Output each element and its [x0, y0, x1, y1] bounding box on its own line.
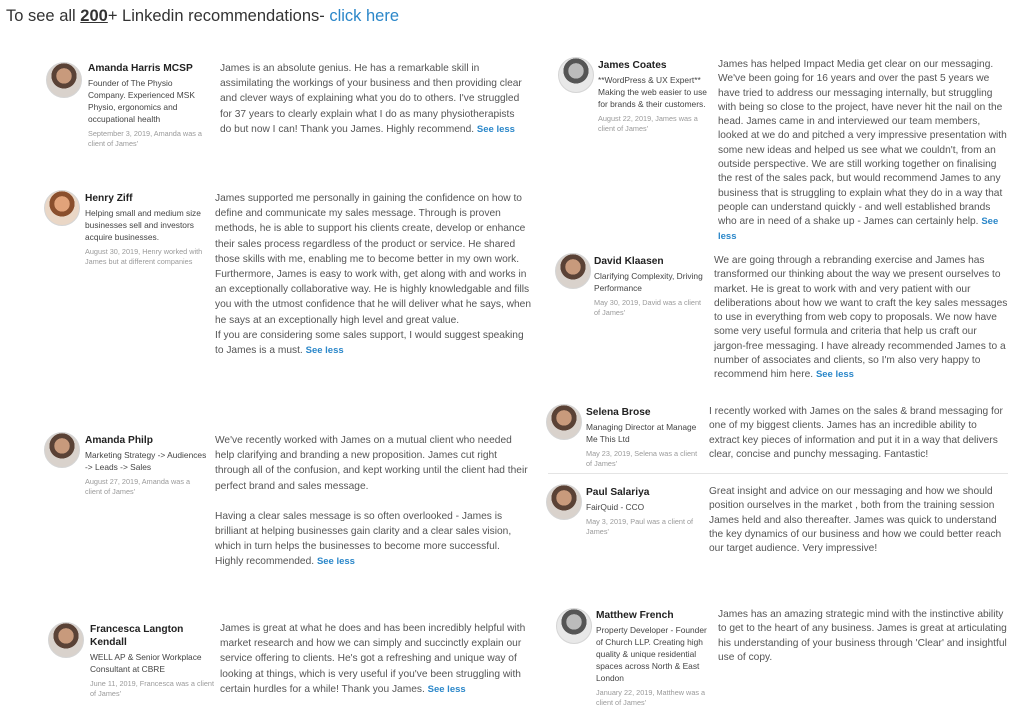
- recommendation-text: [709, 405, 1007, 462]
- recommendation-text: [718, 58, 1008, 244]
- recommendation-paragraph: James supported me personally in gaining the confidence on how to define and communicate my sales message. Through is proven methods, he is able to support his clients create, develop or enhance their sales process regardless of the product or service. He shared those skills with me, enabling me to become better in my own work.: [215, 193, 526, 265]
- recommender-name[interactable]: David Klaasen: [594, 256, 664, 267]
- recommendation-paragraph: James is an absolute genius. He has a remarkable skill in assimilating the workings of your business and then providing clear and clever ways of explaining what you do to others. I've struggled for 37 years to clearly explain what I do as many physiotherapists do but now I can! Thank you James. Highly recommend.: [220, 63, 522, 135]
- recommendation-text: [709, 485, 1007, 556]
- click-here-link[interactable]: click here: [329, 7, 400, 25]
- avatar[interactable]: [48, 622, 84, 658]
- recommendation-date: January 22, 2019, Matthew was a client of James': [596, 688, 706, 707]
- recommendation-date: August 22, 2019, James was a client of James': [598, 114, 698, 133]
- recommender-info: [90, 623, 214, 699]
- recommendation-paragraph: James has an amazing strategic mind with the instinctive ability to get to the heart of any business. James is great at articulating his understanding of your business through 'Clear' and insightful use of copy.: [718, 609, 1007, 663]
- recommendation-text: [220, 621, 532, 697]
- recommender-name[interactable]: Matthew French: [596, 610, 674, 621]
- recommender-name[interactable]: Francesca Langton Kendall: [90, 624, 184, 648]
- recommendation-date: May 30, 2019, David was a client of James': [594, 298, 702, 317]
- header-suffix: + Linkedin recommendations-: [107, 7, 330, 25]
- recommender-name[interactable]: Amanda Harris MCSP: [88, 63, 193, 74]
- recommendation-date: May 3, 2019, Paul was a client of James': [586, 517, 694, 536]
- recommender-info: [594, 255, 706, 318]
- avatar[interactable]: [46, 62, 82, 98]
- header-prefix: To see all: [6, 7, 81, 25]
- recommender-name[interactable]: James Coates: [598, 60, 667, 71]
- recommender-info: [88, 62, 212, 149]
- recommendation-text: [215, 433, 528, 570]
- recommender-info: [586, 406, 698, 469]
- recommendation-paragraph: We are going through a rebranding exercise and James has transformed our thinking about the way we present ourselves to market. He is great to work with and very patient with our deliberations about how we want to craft the key sales messages to use in everything from web copy to proposals. We now have some very useful formula and criteria that help us craft our jargon-free messaging. I have already recommended James to a number of associates and clients, so I'm also very happy to recommend him here.: [714, 255, 1008, 381]
- avatar[interactable]: [555, 253, 591, 289]
- header-count: 200: [80, 7, 108, 25]
- avatar[interactable]: [558, 57, 594, 93]
- recommendation-date: August 30, 2019, Henry worked with James but at different companies: [85, 247, 203, 266]
- avatar[interactable]: [44, 432, 80, 468]
- recommender-name[interactable]: Henry Ziff: [85, 193, 133, 204]
- recommendation-text: [714, 254, 1008, 383]
- recommender-info: [598, 59, 710, 134]
- recommendation-text: [220, 61, 525, 137]
- recommender-info: [596, 609, 710, 708]
- recommender-title: Property Developer - Founder of Church LLP. Creating high quality & unique residential spaces across North & East London: [596, 625, 707, 683]
- recommendation-paragraph: Having a clear sales message is so often overlooked - James is brilliant at helping businesses gain clarity and a clear sales vision, which in turn helps the businesses to become more successful. Highly recommended.: [215, 510, 512, 568]
- recommender-title: Clarifying Complexity, Driving Performance: [594, 271, 703, 293]
- recommender-info: [85, 434, 209, 497]
- recommendation-date: June 11, 2019, Francesca was a client of James': [90, 679, 214, 698]
- recommendation-date: August 27, 2019, Amanda was a client of James': [85, 477, 191, 496]
- divider: [548, 473, 1008, 474]
- recommendation-date: May 23, 2019, Selena was a client of James': [586, 449, 698, 468]
- recommendation-paragraph: Furthermore, James is easy to work with, get along with and works in an exceptionally collaborative way. He is highly knowledgable and fills you with the utmost confidence that he will deliver what he says, when he says at an exceptionally high level and great value.: [215, 269, 531, 326]
- recommender-name[interactable]: Amanda Philp: [85, 435, 153, 446]
- see-less-link[interactable]: See less: [427, 683, 466, 695]
- avatar[interactable]: [556, 608, 592, 644]
- recommendation-paragraph: I recently worked with James on the sales & brand messaging for one of my biggest clients. James has an incredible ability to extract key pieces of information and put it in a way that delivers clear, concise and punchy messaging. Fantastic!: [709, 406, 1003, 460]
- recommendation-paragraph: Great insight and advice on our messaging and how we should position ourselves in the market , both from the training session James held and also thereafter. James was quick to understand the key dynamics of our business and how we could better reach our target audience. Very impressive!: [709, 486, 1002, 555]
- see-less-link[interactable]: See less: [476, 123, 515, 135]
- recommendation-date: September 3, 2019, Amanda was a client of James': [88, 129, 202, 148]
- recommendation-paragraph: James has helped Impact Media get clear on our messaging. We've been going for 16 years and over the past 5 years we have tried to address our messaging internally, but struggling with being so close to the project, have never hit the nail on the head. James came in and interviewed our team members, looked at we do and pitched a very impressive presentation with some new ideas and helped us see what we couldn't, from an outside perspective. We are still working together on finalising the rest of the sales pack, but would recommend James to any business that is struggling to explain what they do in a way that people can understand quickly - and well established brands who are in need of a shake up - James can certainly help.: [718, 59, 1007, 228]
- recommendation-paragraph: James is great at what he does and has been incredibly helpful with market research and how we can simply and succinctly explain our service offering to clients. He's got a refreshing and unique way of looking at things, which is very useful if you've been struggling with certain hurdles for a while! Thank you James.: [220, 623, 526, 695]
- recommender-title: Helping small and medium size businesses sell and investors acquire businesses.: [85, 208, 201, 242]
- avatar[interactable]: [546, 484, 582, 520]
- avatar[interactable]: [44, 190, 80, 226]
- recommender-name[interactable]: Paul Salariya: [586, 487, 650, 498]
- recommendation-paragraph: If you are considering some sales support, I would suggest speaking to James is a must.: [215, 329, 524, 357]
- recommender-title: **WordPress & UX Expert** Making the web easier to use for brands & their customers.: [598, 75, 707, 109]
- see-less-link[interactable]: See less: [718, 216, 999, 242]
- recommender-title: Managing Director at Manage Me This Ltd: [586, 422, 697, 444]
- avatar[interactable]: [546, 404, 582, 440]
- see-less-link[interactable]: See less: [815, 369, 854, 381]
- recommender-title: Founder of The Physio Company. Experienced MSK Physio, ergonomics and occupational health: [88, 78, 195, 124]
- header: [6, 7, 399, 26]
- recommender-info: [586, 486, 698, 537]
- recommendation-text: [718, 608, 1008, 665]
- see-less-link[interactable]: See less: [316, 556, 355, 568]
- recommender-title: WELL AP & Senior Workplace Consultant at CBRE: [90, 652, 202, 674]
- recommender-info: [85, 192, 209, 267]
- recommendation-text: [215, 191, 533, 358]
- recommendation-paragraph: We've recently worked with James on a mutual client who needed help clarifying and branding a new proposition. James cut right through all of the confusion, and kept working until the client had their perfect brand and sales message.: [215, 435, 528, 492]
- recommender-title: FairQuid - CCO: [586, 502, 645, 512]
- recommender-name[interactable]: Selena Brose: [586, 407, 651, 418]
- recommender-title: Marketing Strategy -> Audiences -> Leads -> Sales: [85, 450, 207, 472]
- see-less-link[interactable]: See less: [305, 345, 344, 357]
